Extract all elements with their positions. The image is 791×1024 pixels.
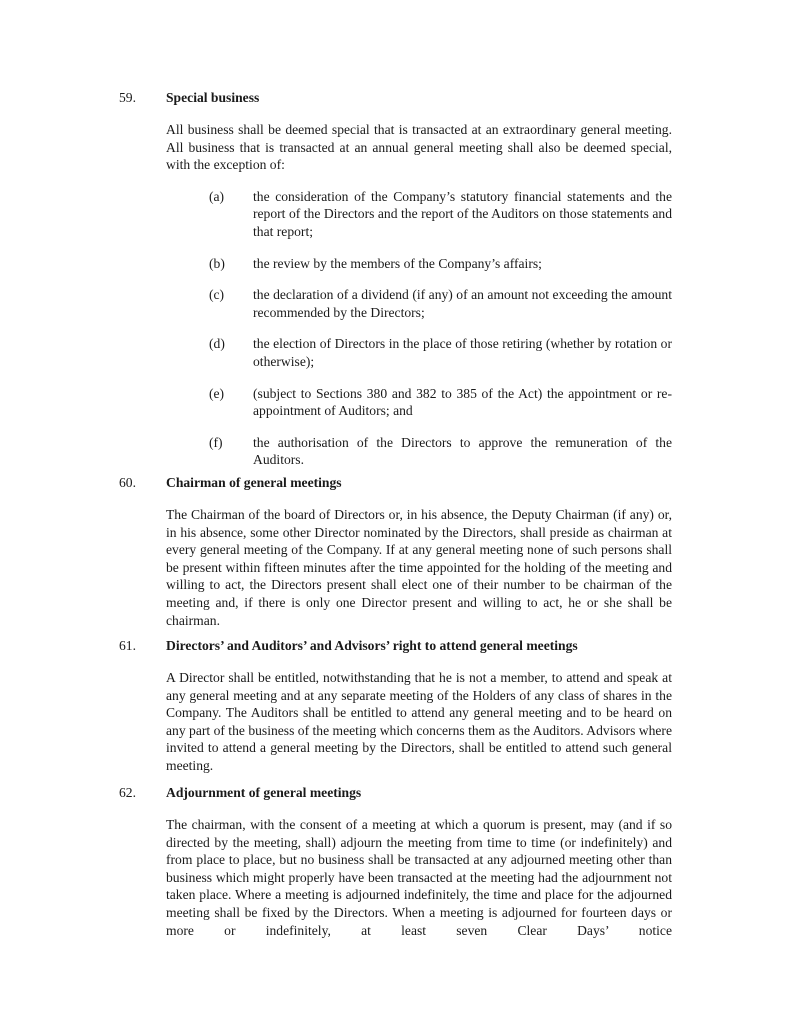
section-heading [119,784,672,802]
item-label: (c) [209,287,225,303]
section-heading [119,474,672,492]
item-label: (d) [209,336,225,352]
section-60 [119,474,672,629]
item-text: the review by the members of the Company’s affairs; [253,255,542,271]
section-title: Adjournment of general meetings [166,785,362,800]
section-title: Directors’ and Auditors’ and Advisors’ right to attend general meetings [166,638,578,653]
list-item-e [209,385,672,420]
item-text: the declaration of a dividend (if any) of an amount not exceeding the amount recommended by the Directors; [253,287,672,320]
section-number: 62. [119,785,136,800]
item-text: the election of Directors in the place of those retiring (whether by rotation or otherwise); [253,336,672,369]
exception-list [209,188,672,469]
section-paragraph: All business shall be deemed special that is transacted at an extraordinary general meeting. All business that is transacted at an annual general meeting shall also be deemed special, with the exception of: [166,122,672,173]
section-paragraph: The Chairman of the board of Directors or, in his absence, the Deputy Chairman (if any) or, in his absence, some other Director nominated by the Directors, shall preside as chairman at every general meeting of the Company. If at any general meeting none of such persons shall be present within fifteen minutes after the time appointed for the holding of the meeting and willing to act, the Directors present shall elect one of their number to be chairman of the meeting and, if there is only one Director present and willing to act, he or she shall be chairman. [166,507,672,628]
section-body [166,816,672,939]
section-number: 61. [119,638,136,653]
list-item-b [209,255,672,273]
section-59 [119,89,672,469]
section-paragraph: The chairman, with the consent of a meeting at which a quorum is present, may (and if so directed by the meeting, shall) adjourn the meeting from time to time (or indefinitely) and from place to place, but no business shall be transacted at any adjourned meeting other than business which might properly have been transacted at the meeting had the adjournment not taken place. Where a meeting is adjourned indefinitely, the time and place for the adjourned meeting shall be fixed by the Directors. When a meeting is adjourned for fourteen days or more or indefinitely, at least seven Clear Days’ notice [166,817,672,938]
section-paragraph: A Director shall be entitled, notwithstanding that he is not a member, to attend and speak at any general meeting and at any separate meeting of the Holders of any class of shares in the Company. The Auditors shall be entitled to attend any general meeting and to be heard on any part of the business of the meeting which concerns them as the Auditors. Advisors where invited to attend a general meeting by the Directors, shall be entitled to attend such general meeting. [166,670,672,773]
item-label: (f) [209,434,223,450]
item-label: (b) [209,255,225,271]
list-item-c [209,286,672,321]
item-text: the authorisation of the Directors to approve the remuneration of the Auditors. [253,434,672,468]
item-label: (e) [209,385,225,401]
item-text: (subject to Sections 380 and 382 to 385 of the Act) the appointment or re-appointment of Auditors; and [253,385,672,419]
section-body [166,121,672,174]
list-item-f [209,434,672,469]
section-heading [119,89,672,107]
section-number: 59. [119,90,136,105]
section-body [166,669,672,775]
section-body [166,506,672,629]
section-title: Chairman of general meetings [166,475,342,490]
section-61 [119,637,672,775]
list-item-d [209,335,672,370]
list-item-a [209,188,672,241]
section-number: 60. [119,475,136,490]
section-62 [119,784,672,939]
item-text: the consideration of the Company’s statutory financial statements and the report of the Directors and the report of the Auditors on those statements and that report; [253,188,672,239]
section-heading [119,637,672,655]
item-label: (a) [209,188,225,204]
section-title: Special business [166,90,260,105]
